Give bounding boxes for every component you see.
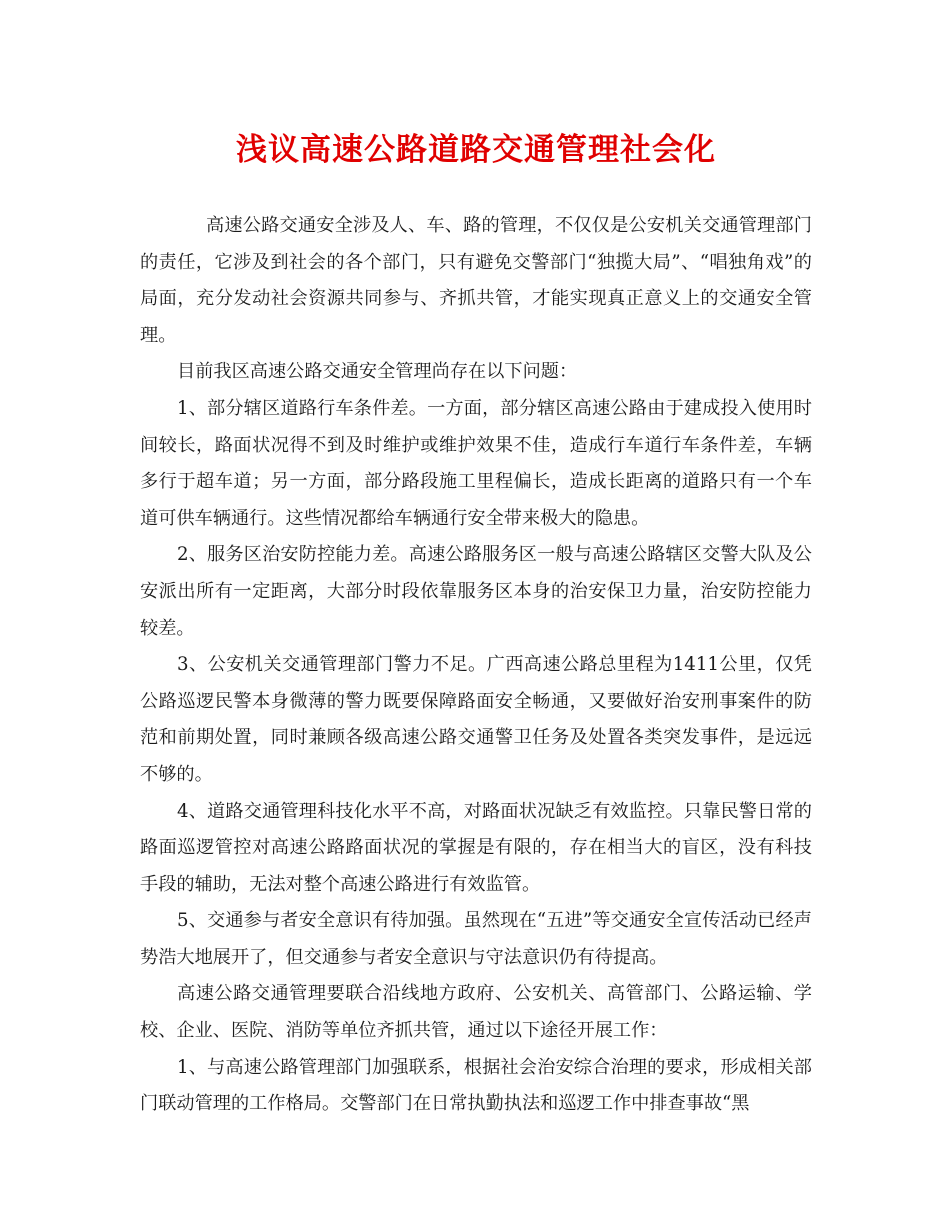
document-page [140, 128, 812, 1123]
document-title: 浅议高速公路道路交通管理社会化 [236, 132, 716, 168]
paragraph-problem-4: 4、道路交通管理科技化水平不高，对路面状况缺乏有效监控。只靠民警日常的路面巡逻管控对高速公路路面状况的掌握是有限的，存在相当大的盲区，没有科技手段的辅助，无法对整个高速公路进行有效监管。 [140, 800, 812, 895]
paragraph-measure-1: 1、与高速公路管理部门加强联系，根据社会治安综合治理的要求，形成相关部门联动管理的工作格局。交警部门在日常执勤执法和巡逻工作中排查事故“黑 [140, 1056, 812, 1115]
paragraph-problem-3: 3、公安机关交通管理部门警力不足。广西高速公路总里程为1411公里，仅凭公路巡逻民警本身微薄的警力既要保障路面安全畅通，又要做好治安刑事案件的防范和前期处置，同时兼顾各级高速公路交通警卫任务及处置各类突发事件，是远远不够的。 [140, 654, 812, 785]
paragraph-problems-heading: 目前我区高速公路交通安全管理尚存在以下问题： [177, 361, 578, 383]
paragraph-measures-heading: 高速公路交通管理要联合沿线地方政府、公安机关、高管部门、公路运输、学校、企业、医院、消防等单位齐抓共管，通过以下途径开展工作： [140, 983, 812, 1042]
paragraph-intro: 高速公路交通安全涉及人、车、路的管理，不仅仅是公安机关交通管理部门的责任，它涉及到社会的各个部门，只有避免交警部门“独揽大局”、“唱独角戏”的局面，充分发动社会资源共同参与、齐抓共管，才能实现真正意义上的交通安全管理。 [140, 215, 812, 346]
paragraph-problem-5: 5、交通参与者安全意识有待加强。虽然现在“五进”等交通安全宣传活动已经声势浩大地展开了，但交通参与者安全意识与守法意识仍有待提高。 [140, 910, 812, 968]
paragraph-problem-2: 2、服务区治安防控能力差。高速公路服务区一般与高速公路辖区交警大队及公安派出所有一定距离，大部分时段依靠服务区本身的治安保卫力量，治安防控能力较差。 [140, 544, 812, 639]
paragraph-problem-1: 1、部分辖区道路行车条件差。一方面，部分辖区高速公路由于建成投入使用时间较长，路面状况得不到及时维护或维护效果不佳，造成行车道行车条件差，车辆多行于超车道；另一方面，部分路段施工里程偏长，造成长距离的道路只有一个车道可供车辆通行。这些情况都给车辆通行安全带来极大的隐患。 [140, 397, 812, 529]
